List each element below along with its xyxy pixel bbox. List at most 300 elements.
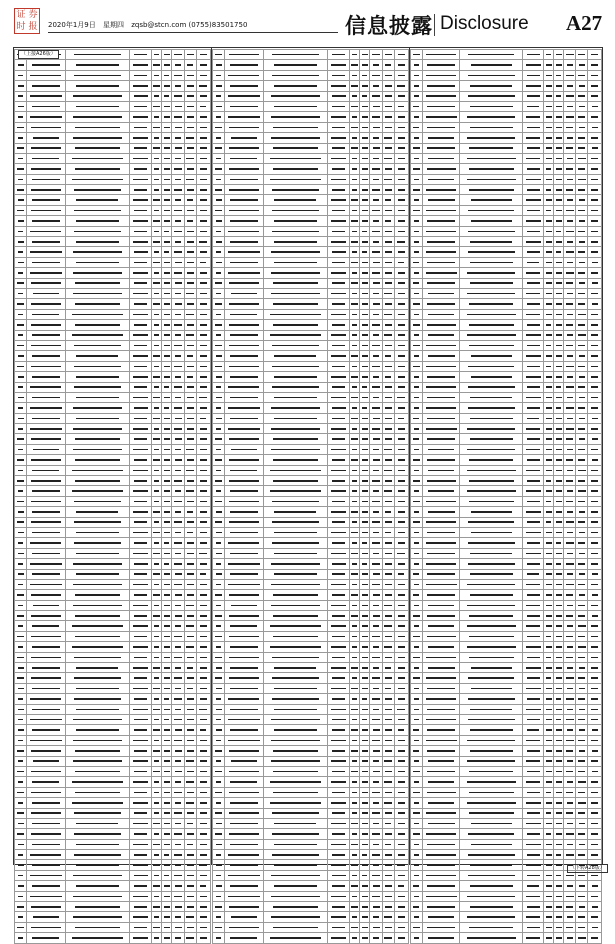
cell-text-placeholder — [398, 407, 405, 409]
cell-text-placeholder — [527, 501, 540, 503]
cell-text-placeholder — [527, 189, 540, 191]
table-row — [213, 361, 409, 371]
cell-text-placeholder — [566, 750, 573, 752]
table-cell — [349, 268, 359, 278]
cell-text-placeholder — [76, 667, 118, 669]
table-cell — [588, 288, 602, 298]
table-cell — [460, 476, 523, 486]
table-cell — [349, 652, 359, 662]
table-cell — [588, 850, 602, 860]
table-cell — [411, 476, 423, 486]
cell-text-placeholder — [413, 501, 419, 503]
cell-text-placeholder — [216, 511, 222, 513]
cell-text-placeholder — [200, 262, 206, 264]
table-cell — [554, 933, 564, 943]
table-cell — [130, 372, 152, 382]
table-cell — [263, 683, 328, 693]
table-cell — [213, 268, 225, 278]
table-cell — [172, 153, 184, 163]
cell-text-placeholder — [578, 272, 585, 274]
cell-text-placeholder — [413, 262, 419, 264]
cell-text-placeholder — [427, 480, 456, 482]
cell-text-placeholder — [362, 64, 368, 66]
table-cell — [382, 922, 394, 932]
table-cell — [564, 465, 576, 475]
cell-text-placeholder — [527, 521, 540, 523]
table-cell — [544, 891, 554, 901]
table-cell — [394, 320, 408, 330]
cell-text-placeholder — [216, 334, 222, 336]
table-cell — [554, 309, 564, 319]
table-row — [15, 278, 211, 288]
table-cell — [422, 891, 459, 901]
table-row — [15, 642, 211, 652]
table-cell — [370, 559, 382, 569]
table-cell — [411, 133, 423, 143]
cell-text-placeholder — [471, 199, 512, 201]
table-cell — [130, 839, 152, 849]
table-cell — [151, 912, 161, 922]
table-cell — [162, 798, 172, 808]
table-cell — [564, 798, 576, 808]
table-cell — [15, 642, 27, 652]
cell-text-placeholder — [567, 781, 573, 783]
cell-text-placeholder — [17, 303, 23, 305]
cell-text-placeholder — [427, 927, 456, 929]
table-cell — [394, 808, 408, 818]
table-cell — [394, 507, 408, 517]
table-cell — [554, 808, 564, 818]
table-cell — [554, 372, 564, 382]
cell-text-placeholder — [230, 688, 258, 690]
table-cell — [422, 808, 459, 818]
cell-text-placeholder — [229, 324, 259, 326]
table-cell — [130, 455, 152, 465]
table-cell — [564, 590, 576, 600]
table-row — [15, 704, 211, 714]
cell-text-placeholder — [567, 376, 574, 378]
cell-text-placeholder — [471, 844, 513, 846]
cell-text-placeholder — [470, 885, 513, 887]
table-cell — [411, 226, 423, 236]
table-row — [15, 216, 211, 226]
table-cell — [196, 631, 210, 641]
table-cell — [130, 247, 152, 257]
cell-text-placeholder — [17, 324, 23, 326]
cell-text-placeholder — [230, 355, 258, 357]
cell-text-placeholder — [18, 490, 24, 492]
table-cell — [576, 413, 588, 423]
table-cell — [65, 527, 130, 537]
cell-text-placeholder — [428, 511, 455, 513]
cell-text-placeholder — [200, 137, 207, 139]
table-cell — [225, 766, 263, 776]
table-cell — [460, 611, 523, 621]
cell-text-placeholder — [332, 750, 345, 752]
table-cell — [196, 112, 210, 122]
table-row — [411, 642, 602, 652]
cell-text-placeholder — [154, 137, 160, 139]
table-cell — [184, 829, 196, 839]
table-cell — [576, 299, 588, 309]
cell-text-placeholder — [134, 438, 147, 440]
table-cell — [394, 434, 408, 444]
cell-text-placeholder — [351, 927, 358, 929]
cell-text-placeholder — [413, 615, 419, 617]
table-cell — [263, 340, 328, 350]
table-cell — [422, 392, 459, 402]
cell-text-placeholder — [270, 470, 320, 472]
cell-text-placeholder — [428, 781, 454, 783]
table-cell — [213, 330, 225, 340]
cell-text-placeholder — [133, 397, 148, 399]
cell-text-placeholder — [200, 251, 207, 253]
table-cell — [349, 70, 359, 80]
table-cell — [523, 881, 544, 891]
table-cell — [554, 798, 564, 808]
table-cell — [27, 133, 65, 143]
table-cell — [263, 257, 328, 267]
table-cell — [576, 683, 588, 693]
table-cell — [172, 839, 184, 849]
table-cell — [564, 507, 576, 517]
table-cell — [382, 268, 394, 278]
cell-text-placeholder — [556, 657, 562, 659]
table-cell — [27, 704, 65, 714]
cell-text-placeholder — [175, 147, 182, 149]
table-cell — [65, 766, 130, 776]
cell-text-placeholder — [175, 64, 182, 66]
table-cell — [130, 330, 152, 340]
table-cell — [130, 912, 152, 922]
table-cell — [394, 683, 408, 693]
table-cell — [15, 683, 27, 693]
table-cell — [564, 247, 576, 257]
table-cell — [184, 174, 196, 184]
cell-text-placeholder — [187, 386, 194, 388]
cell-text-placeholder — [274, 885, 318, 887]
cell-text-placeholder — [200, 376, 208, 378]
table-cell — [422, 299, 459, 309]
table-cell — [422, 694, 459, 704]
table-cell — [576, 673, 588, 683]
cell-text-placeholder — [331, 896, 345, 898]
table-cell — [213, 673, 225, 683]
cell-text-placeholder — [230, 553, 258, 555]
table-cell — [382, 829, 394, 839]
cell-text-placeholder — [362, 355, 368, 357]
cell-text-placeholder — [578, 740, 585, 742]
cell-text-placeholder — [352, 802, 358, 804]
table-cell — [65, 112, 130, 122]
table-cell — [349, 257, 359, 267]
cell-text-placeholder — [30, 584, 62, 586]
table-cell — [172, 860, 184, 870]
table-cell — [588, 268, 602, 278]
table-cell — [564, 50, 576, 60]
table-cell — [213, 756, 225, 766]
cell-text-placeholder — [187, 511, 193, 513]
cell-text-placeholder — [331, 490, 346, 492]
table-cell — [130, 777, 152, 787]
cell-text-placeholder — [398, 833, 405, 835]
table-cell — [544, 715, 554, 725]
cell-text-placeholder — [175, 625, 181, 627]
table-cell — [370, 746, 382, 756]
table-cell — [328, 766, 350, 776]
cell-text-placeholder — [398, 885, 404, 887]
cell-text-placeholder — [427, 553, 455, 555]
table-cell — [162, 122, 172, 132]
table-cell — [213, 70, 225, 80]
cell-text-placeholder — [398, 366, 405, 368]
cell-text-placeholder — [592, 418, 598, 420]
table-cell — [554, 205, 564, 215]
cell-text-placeholder — [578, 407, 585, 409]
table-cell — [422, 351, 459, 361]
table-cell — [172, 704, 184, 714]
table-row — [411, 60, 602, 70]
cell-text-placeholder — [398, 282, 404, 284]
cell-text-placeholder — [373, 573, 380, 575]
cell-text-placeholder — [216, 262, 222, 264]
cell-text-placeholder — [352, 698, 357, 700]
cell-text-placeholder — [546, 355, 552, 357]
cell-text-placeholder — [175, 262, 182, 264]
cell-text-placeholder — [578, 116, 585, 118]
table-cell — [370, 600, 382, 610]
cell-text-placeholder — [426, 189, 456, 191]
table-row — [15, 174, 211, 184]
table-cell — [151, 403, 161, 413]
table-row — [213, 933, 409, 943]
table-cell — [523, 611, 544, 621]
table-cell — [15, 195, 27, 205]
table-row — [15, 476, 211, 486]
cell-text-placeholder — [426, 366, 456, 368]
cell-text-placeholder — [527, 386, 540, 388]
table-cell — [360, 50, 370, 60]
table-cell — [544, 735, 554, 745]
table-cell — [554, 361, 564, 371]
table-cell — [411, 798, 423, 808]
table-cell — [460, 922, 523, 932]
table-cell — [394, 226, 408, 236]
table-cell — [588, 746, 602, 756]
table-cell — [411, 507, 423, 517]
table-cell — [213, 486, 225, 496]
table-cell — [225, 247, 263, 257]
cell-text-placeholder — [187, 906, 194, 908]
cell-text-placeholder — [351, 709, 357, 711]
table-cell — [349, 642, 359, 652]
table-cell — [544, 237, 554, 247]
table-row — [213, 50, 409, 60]
cell-text-placeholder — [228, 854, 259, 856]
cell-text-placeholder — [31, 282, 60, 284]
cell-text-placeholder — [526, 199, 541, 201]
cell-text-placeholder — [373, 553, 380, 555]
table-cell — [225, 309, 263, 319]
table-cell — [263, 226, 328, 236]
cell-text-placeholder — [154, 812, 159, 814]
table-cell — [172, 683, 184, 693]
cell-text-placeholder — [31, 750, 60, 752]
cell-text-placeholder — [164, 386, 169, 388]
cell-text-placeholder — [352, 210, 357, 212]
cell-text-placeholder — [556, 179, 562, 181]
cell-text-placeholder — [216, 490, 222, 492]
cell-text-placeholder — [427, 885, 455, 887]
cell-text-placeholder — [175, 220, 182, 222]
cell-text-placeholder — [398, 386, 405, 388]
table-cell — [130, 850, 152, 860]
cell-text-placeholder — [200, 334, 207, 336]
table-cell — [411, 579, 423, 589]
cell-text-placeholder — [273, 282, 318, 284]
cell-text-placeholder — [398, 760, 405, 762]
cell-text-placeholder — [133, 667, 148, 669]
table-row — [15, 205, 211, 215]
table-cell — [360, 870, 370, 880]
table-cell — [422, 798, 459, 808]
cell-text-placeholder — [187, 750, 194, 752]
cell-text-placeholder — [32, 709, 60, 711]
table-cell — [263, 361, 328, 371]
cell-text-placeholder — [592, 573, 598, 575]
table-cell — [394, 548, 408, 558]
cell-text-placeholder — [579, 397, 585, 399]
table-cell — [564, 704, 576, 714]
cell-text-placeholder — [153, 262, 159, 264]
cell-text-placeholder — [469, 927, 513, 929]
table-row — [411, 226, 602, 236]
cell-text-placeholder — [385, 210, 392, 212]
cell-text-placeholder — [385, 397, 391, 399]
cell-text-placeholder — [566, 854, 573, 856]
cell-text-placeholder — [372, 407, 380, 409]
table-cell — [422, 60, 459, 70]
cell-text-placeholder — [133, 625, 148, 627]
table-cell — [184, 694, 196, 704]
table-cell — [172, 642, 184, 652]
table-cell — [162, 631, 172, 641]
table-cell — [411, 922, 423, 932]
cell-text-placeholder — [384, 802, 392, 804]
cell-text-placeholder — [428, 667, 455, 669]
table-cell — [523, 746, 544, 756]
cell-text-placeholder — [331, 64, 346, 66]
table-cell — [460, 455, 523, 465]
cell-text-placeholder — [579, 64, 585, 66]
cell-text-placeholder — [200, 563, 207, 565]
table-cell — [15, 569, 27, 579]
cell-text-placeholder — [428, 355, 455, 357]
table-row — [411, 330, 602, 340]
table-cell — [15, 663, 27, 673]
cell-text-placeholder — [331, 116, 345, 118]
table-row — [15, 746, 211, 756]
cell-text-placeholder — [556, 719, 561, 721]
cell-text-placeholder — [272, 677, 319, 679]
table-cell — [349, 829, 359, 839]
table-cell — [370, 902, 382, 912]
table-row — [411, 496, 602, 506]
table-cell — [225, 465, 263, 475]
cell-text-placeholder — [471, 532, 513, 534]
table-cell — [184, 850, 196, 860]
table-cell — [370, 434, 382, 444]
cell-text-placeholder — [467, 293, 515, 295]
table-cell — [411, 372, 423, 382]
table-cell — [349, 50, 359, 60]
cell-text-placeholder — [72, 179, 123, 181]
cell-text-placeholder — [351, 397, 357, 399]
cell-text-placeholder — [331, 584, 345, 586]
table-cell — [162, 611, 172, 621]
cell-text-placeholder — [468, 854, 514, 856]
table-row — [213, 382, 409, 392]
cell-text-placeholder — [154, 95, 160, 97]
table-cell — [15, 507, 27, 517]
cell-text-placeholder — [331, 158, 346, 160]
cell-text-placeholder — [469, 147, 513, 149]
cell-text-placeholder — [30, 719, 61, 721]
cell-text-placeholder — [546, 116, 552, 118]
cell-text-placeholder — [32, 937, 59, 939]
cell-text-placeholder — [385, 282, 392, 284]
table-row — [15, 413, 211, 423]
cell-text-placeholder — [567, 885, 574, 887]
cell-text-placeholder — [186, 137, 194, 139]
table-row — [15, 101, 211, 111]
table-cell — [172, 226, 184, 236]
cell-text-placeholder — [362, 75, 367, 77]
table-row — [15, 860, 211, 870]
cell-text-placeholder — [18, 355, 24, 357]
table-cell — [460, 153, 523, 163]
cell-text-placeholder — [428, 646, 455, 648]
table-cell — [460, 278, 523, 288]
cell-text-placeholder — [76, 885, 120, 887]
table-cell — [360, 527, 370, 537]
table-row — [15, 548, 211, 558]
table-cell — [263, 902, 328, 912]
cell-text-placeholder — [331, 85, 346, 87]
table-cell — [394, 579, 408, 589]
table-cell — [263, 829, 328, 839]
table-cell — [196, 101, 210, 111]
table-cell — [576, 81, 588, 91]
cell-text-placeholder — [30, 698, 61, 700]
cell-text-placeholder — [414, 334, 420, 336]
cell-text-placeholder — [133, 646, 148, 648]
cell-text-placeholder — [271, 428, 320, 430]
cell-text-placeholder — [398, 750, 404, 752]
cell-text-placeholder — [352, 937, 358, 939]
table-cell — [360, 725, 370, 735]
table-cell — [422, 91, 459, 101]
table-cell — [213, 694, 225, 704]
cell-text-placeholder — [187, 677, 194, 679]
cell-text-placeholder — [164, 802, 170, 804]
cell-text-placeholder — [427, 85, 455, 87]
cell-text-placeholder — [426, 698, 456, 700]
table-cell — [370, 694, 382, 704]
table-cell — [382, 600, 394, 610]
table-cell — [263, 122, 328, 132]
cell-text-placeholder — [579, 573, 585, 575]
